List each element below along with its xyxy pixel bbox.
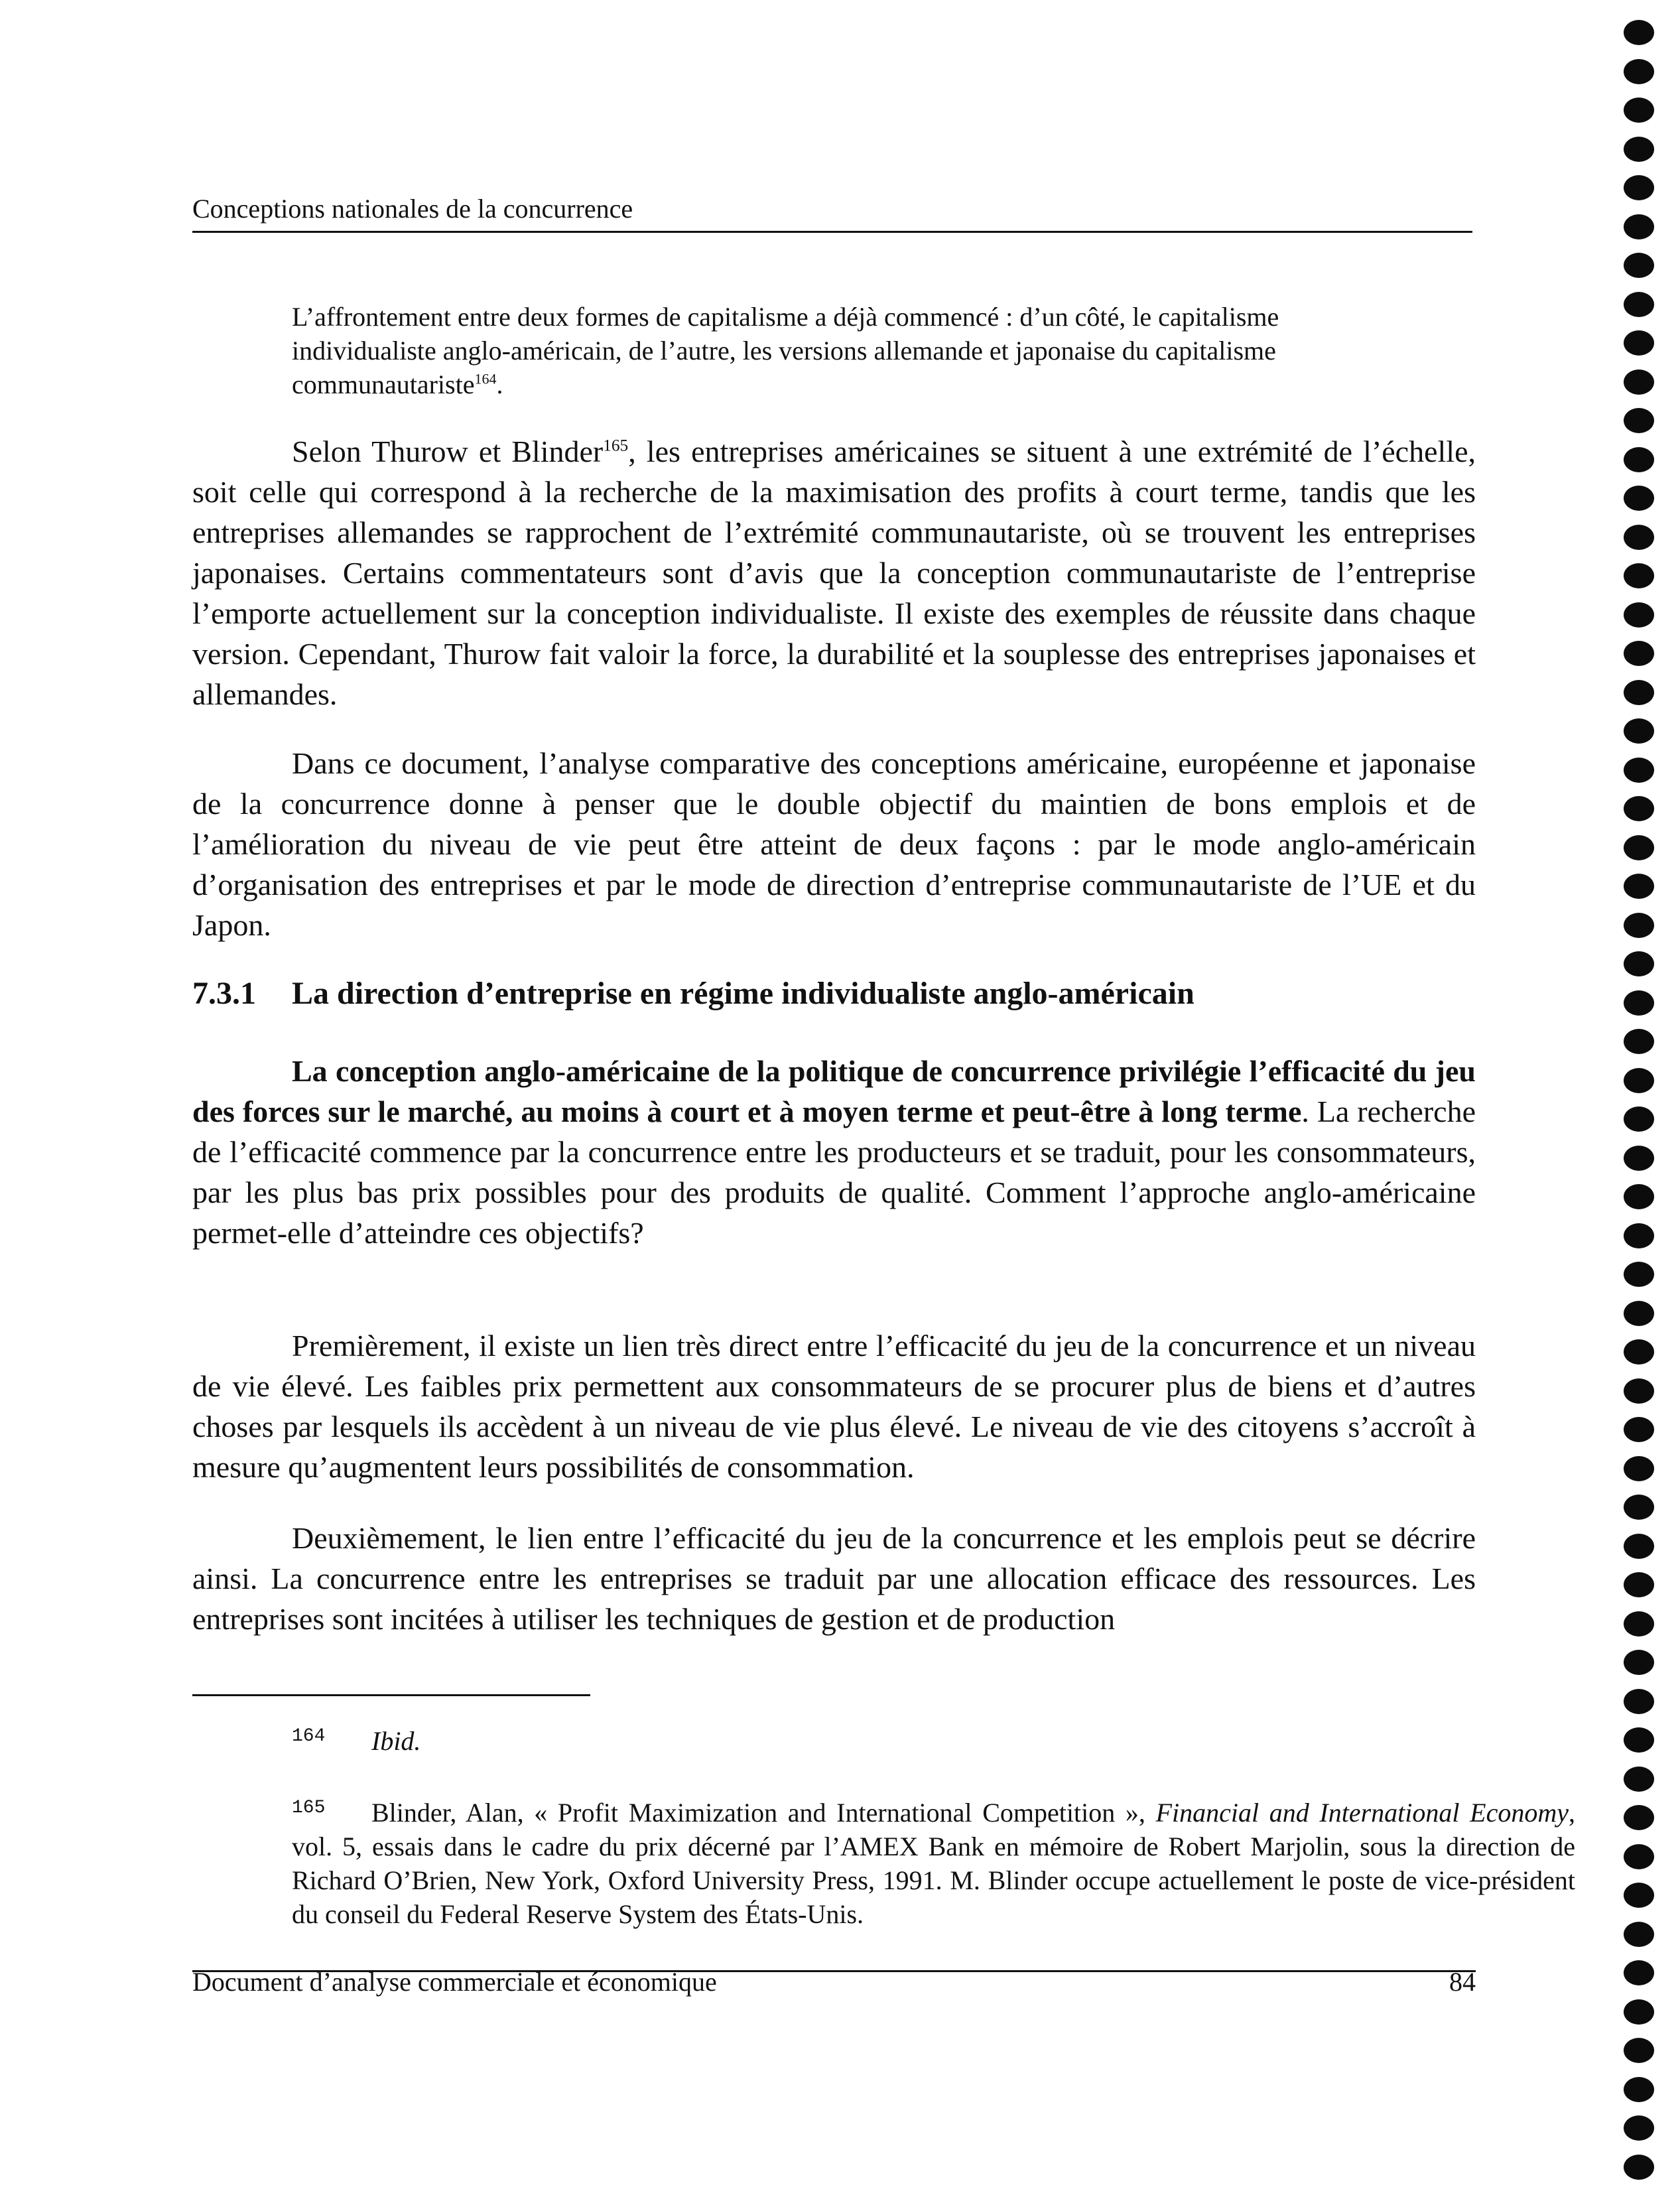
- binding-hole: [1624, 98, 1654, 123]
- binding-hole: [1624, 330, 1654, 356]
- binding-hole: [1624, 1727, 1654, 1753]
- footnote-164-text: Ibid.: [371, 1726, 421, 1756]
- quote-text: L’affrontement entre deux formes de capitalisme a déjà commencé : d’un côté, le capitalisme individualiste anglo-américain, de l’autre, les versions allemande et japonaise du capitalisme communautariste: [292, 302, 1279, 399]
- section-title: La direction d’entreprise en régime individualiste anglo-américain: [292, 976, 1195, 1011]
- binding-hole: [1624, 1417, 1654, 1442]
- binding-hole: [1624, 1339, 1654, 1365]
- binding-hole: [1624, 990, 1654, 1016]
- binding-holes: [1617, 0, 1663, 2203]
- header-rule: [192, 231, 1472, 233]
- paragraph-3: [192, 1051, 1476, 1253]
- binding-hole: [1624, 1999, 1654, 2025]
- binding-hole: [1624, 1960, 1654, 1985]
- binding-hole: [1624, 1456, 1654, 1481]
- binding-hole: [1624, 1378, 1654, 1404]
- footnote-165: [192, 1791, 1575, 1931]
- binding-hole: [1624, 1184, 1654, 1209]
- binding-hole: [1624, 951, 1654, 976]
- binding-hole: [1624, 1689, 1654, 1714]
- binding-hole: [1624, 1572, 1654, 1597]
- binding-hole: [1624, 602, 1654, 628]
- footnote-ref-164[interactable]: 164: [474, 370, 497, 387]
- binding-hole: [1624, 913, 1654, 938]
- binding-hole: [1624, 1495, 1654, 1520]
- binding-hole: [1624, 1029, 1654, 1054]
- quote-end: .: [496, 369, 503, 399]
- binding-hole: [1624, 1844, 1654, 1869]
- binding-hole: [1624, 1068, 1654, 1093]
- binding-hole: [1624, 1650, 1654, 1675]
- footnote-165-text-a: Blinder, Alan, « Profit Maximization and International Competition »,: [371, 1798, 1156, 1828]
- paragraph-4: Premièrement, il existe un lien très direct entre l’efficacité du jeu de la concurrence et un niveau de vie élevé. Les faibles prix permettent aux consommateurs de se procurer plus de biens et d’autres choses par lesquels ils accèdent à un niveau de vie plus élevé. Le niveau de vie des citoyens s’accroît à mesure qu’augmentent leurs possibilités de consommation.: [192, 1329, 1476, 1484]
- binding-hole: [1624, 1223, 1654, 1248]
- running-header: Conceptions nationales de la concurrence: [192, 194, 633, 224]
- paragraph-1-start: Selon Thurow et Blinder: [292, 434, 604, 468]
- running-footer: Document d’analyse commerciale et économique: [192, 1967, 717, 1997]
- footnote-164-number: 164: [292, 1726, 326, 1747]
- binding-hole: [1624, 486, 1654, 511]
- binding-hole: [1624, 175, 1654, 200]
- footnote-164: [192, 1719, 1575, 1758]
- block-quote: [292, 300, 1406, 401]
- section-number: 7.3.1: [192, 976, 256, 1011]
- binding-hole: [1624, 1883, 1654, 1908]
- binding-hole: [1624, 2038, 1654, 2063]
- binding-hole: [1624, 718, 1654, 744]
- paragraph-3-bold: La conception anglo-américaine de la politique de concurrence privilégie l’efficacité du jeu des forces sur le marché, au moins à court et à moyen terme et peut-être à long terme: [192, 1054, 1476, 1128]
- paragraph-5: Deuxièmement, le lien entre l’efficacité du jeu de la concurrence et les emplois peut se décrire ainsi. La concurrence entre les entreprises se traduit par une allocation efficace des ressources. Les entreprises sont incitées à utiliser les techniques de gestion et de production: [192, 1521, 1476, 1636]
- binding-hole: [1624, 1805, 1654, 1830]
- binding-hole: [1624, 20, 1654, 45]
- binding-hole: [1624, 447, 1654, 472]
- binding-hole: [1624, 2077, 1654, 2102]
- binding-hole: [1624, 59, 1654, 84]
- binding-hole: [1624, 1106, 1654, 1132]
- page-number: 84: [1449, 1967, 1476, 1997]
- binding-hole: [1624, 408, 1654, 433]
- binding-hole: [1624, 1534, 1654, 1559]
- binding-hole: [1624, 525, 1654, 550]
- binding-hole: [1624, 137, 1654, 162]
- section-heading: [192, 974, 1195, 1014]
- binding-hole: [1624, 1146, 1654, 1171]
- binding-hole: [1624, 1922, 1654, 1947]
- binding-hole: [1624, 2115, 1654, 2141]
- binding-hole: [1624, 1767, 1654, 1792]
- binding-hole: [1624, 253, 1654, 278]
- paragraph-1: [192, 431, 1476, 714]
- footnote-165-text-b: , vol. 5, essais dans le cadre du prix décerné par l’AMEX Bank en mémoire de Robert Marjolin, sous la direction de Richard O’Brien, New York, Oxford University Press, 1991. M. Blinder occupe actuellement le poste de vice-président du conseil du Federal Reserve System des États-Unis.: [292, 1798, 1575, 1929]
- binding-hole: [1624, 641, 1654, 666]
- paragraph-2: Dans ce document, l’analyse comparative des conceptions américaine, européenne et japonaise de la concurrence donne à penser que le double objectif du maintien de bons emplois et de l’amélioration du niveau de vie peut être atteint de deux façons : par le mode anglo-américain d’organisation des entreprises et par le mode de direction d’entreprise communautariste de l’UE et du Japon.: [192, 746, 1476, 942]
- binding-hole: [1624, 1262, 1654, 1287]
- footnote-165-number: 165: [292, 1798, 326, 1818]
- footnote-ref-165[interactable]: 165: [603, 436, 629, 455]
- paragraph-3-rest: . La recherche de l’efficacité commence par la concurrence entre les producteurs et se traduit, pour les consommateurs, par les plus bas prix possibles pour des produits de qualité. Comment l’approche anglo-américaine permet-elle d’atteindre ces objectifs?: [192, 1095, 1476, 1250]
- binding-hole: [1624, 2155, 1654, 2180]
- binding-hole: [1624, 835, 1654, 860]
- binding-hole: [1624, 292, 1654, 317]
- binding-hole: [1624, 369, 1654, 395]
- binding-hole: [1624, 874, 1654, 899]
- binding-hole: [1624, 214, 1654, 239]
- binding-hole: [1624, 1301, 1654, 1326]
- binding-hole: [1624, 563, 1654, 588]
- footnote-rule: [192, 1694, 590, 1696]
- paragraph-1-rest: , les entreprises américaines se situent à une extrémité de l’échelle, soit celle qui correspond à la recherche de la maximisation des profits à court terme, tandis que les entreprises allemandes se rapprochent de l’extrémité communautariste, où se trouvent les entreprises japonaises. Certains commentateurs sont d’avis que la conception communautariste de l’entreprise l’emporte actuellement sur la conception individualiste. Il existe des exemples de réussite dans chaque version. Cependant, Thurow fait valoir la force, la durabilité et la souplesse des entreprises japonaises et allemandes.: [192, 434, 1476, 711]
- binding-hole: [1624, 1611, 1654, 1636]
- binding-hole: [1624, 758, 1654, 783]
- binding-hole: [1624, 680, 1654, 705]
- binding-hole: [1624, 796, 1654, 821]
- footnote-165-journal: Financial and International Economy: [1155, 1798, 1569, 1828]
